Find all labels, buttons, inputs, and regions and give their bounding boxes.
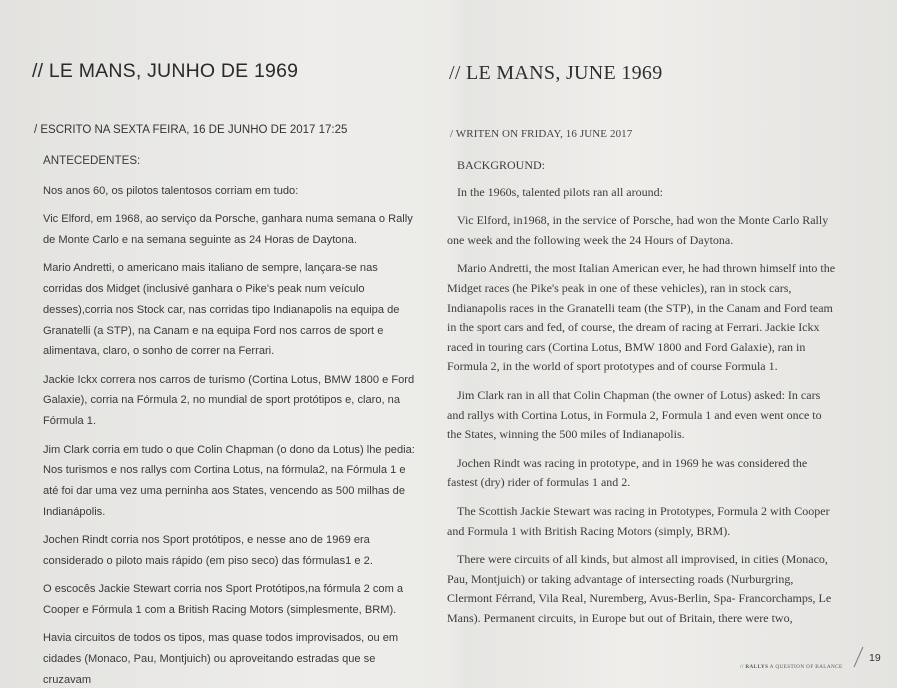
paragraph: Jim Clark ran in all that Colin Chapman (the owner of Lotus) asked: In cars and rallys with Cortina Lotus, in Formula 2, Formula 1 and even went once to the States, winning the 500 miles of Indianapolis. <box>447 387 822 442</box>
paragraph: The Scottish Jackie Stewart was racing in Prototypes, Formula 2 with Cooper and Formula 1 with British Racing Motors (simply, BRM). <box>447 503 830 538</box>
paragraph: Nos anos 60, os pilotos talentosos corriam em tudo: <box>43 184 299 197</box>
running-footer-section: RALLYS <box>745 664 769 670</box>
running-footer-title: A QUESTION OF BALANCE <box>769 664 843 670</box>
body-text-pt <box>33 151 419 688</box>
paragraph: Vic Elford, in1968, in the service of Porsche, had won the Monte Carlo Rally one week and the following week the 24 Hours of Daytona. <box>447 213 829 247</box>
paragraph: Mario Andretti, the most Italian American ever, he had thrown himself into the Midget races (he Pike's peak in one of these vehicles), ran in stock cars, Indianapolis races in the Granatelli team (the STP), in the Canam and Ford team in the sport cars and fed, of course, the dream of racing at Ferrari. Jackie Ickx raced in touring cars (Cortina Lotus, BMW 1800 and Ford Galaxie), ran in Formula 2, in the world of sport prototypes and of course Formula 1. <box>447 261 836 374</box>
paragraph: Jochen Rindt corria nos Sport protótipos, e nesse ano de 1969 era considerado o piloto mais rápido (em piso seco) das fórmulas1 e 2. <box>43 534 373 568</box>
section-heading-en: BACKGROUND: <box>457 158 546 172</box>
date-line-pt: / ESCRITO NA SEXTA FEIRA, 16 DE JUNHO DE 2017 17:25 <box>34 124 348 136</box>
page-title-pt: // LE MANS, JUNHO DE 1969 <box>32 60 299 82</box>
page-number: 19 <box>869 652 881 664</box>
paragraph: Vic Elford, em 1968, ao serviço da Porsche, ganhara numa semana o Rally de Monte Carlo e na semana seguinte as 24 Horas de Daytona. <box>43 213 413 246</box>
page-number-slash <box>854 647 864 668</box>
paragraph: Jackie Ickx correra nos carros de turismo (Cortina Lotus, BMW 1800 e Ford Galaxie), corria na Fórmula 2, no mundial de sport protótipos e, claro, na Fórmula 1. <box>43 373 415 428</box>
paragraph: O escocês Jackie Stewart corria nos Sport Protótipos,na fórmula 2 com a Cooper e Fórmula 1 com a British Racing Motors (simplesmente, BRM). <box>43 583 404 617</box>
paragraph: Jim Clark corria em tudo o que Colin Chapman (o dono da Lotus) lhe pedia: Nos turismos e nos rallys com Cortina Lotus, na fórmula2, na Fórmula 1 e até foi dar uma vez uma perninha aos States, vencendo as 500 milhas de Indianápolis. <box>43 443 415 518</box>
paragraph: In the 1960s, talented pilots ran all around: <box>457 184 663 199</box>
paragraph: There were circuits of all kinds, but almost all improvised, in cities (Monaco, Pau, Montjuich) or taking advantage of intersecting roads (Nurburgring, Clermont Férrand, Vila Real, Nuremberg, Avus-Berlin, Spa- Francorchamps, Le Mans). Permanent circuits, in Europe but out of Britain, there were two, <box>447 552 832 625</box>
paragraph: Jochen Rindt was racing in prototype, and in 1969 he was considered the fastest (dry) rider of formulas 1 and 2. <box>447 455 808 490</box>
body-text-en <box>447 156 839 628</box>
section-heading-pt: ANTECEDENTES: <box>43 154 141 167</box>
paragraph: Havia circuitos de todos os tipos, mas quase todos improvisados, ou em cidades (Monaco, Pau, Montjuich) ou aproveitando estradas que se cruzavam <box>43 632 399 687</box>
paragraph: Mario Andretti, o americano mais italiano de sempre, lançara-se nas corridas dos Midget (inclusivé ganhara o Pike's peak num veículo desses),corria nos Stock car, nas corridas tipo Indianapolis na equipa de Granatelli (a STP), na Canam e na equipa Ford nos carros de sport e alimentava, claro, o sonho de correr na Ferrari. <box>43 262 400 358</box>
page-title-en: // LE MANS, JUNE 1969 <box>449 62 663 84</box>
date-line-en: / WRITEN ON FRIDAY, 16 JUNE 2017 <box>450 128 633 140</box>
running-footer <box>740 664 843 670</box>
running-footer-prefix: // <box>740 664 744 670</box>
